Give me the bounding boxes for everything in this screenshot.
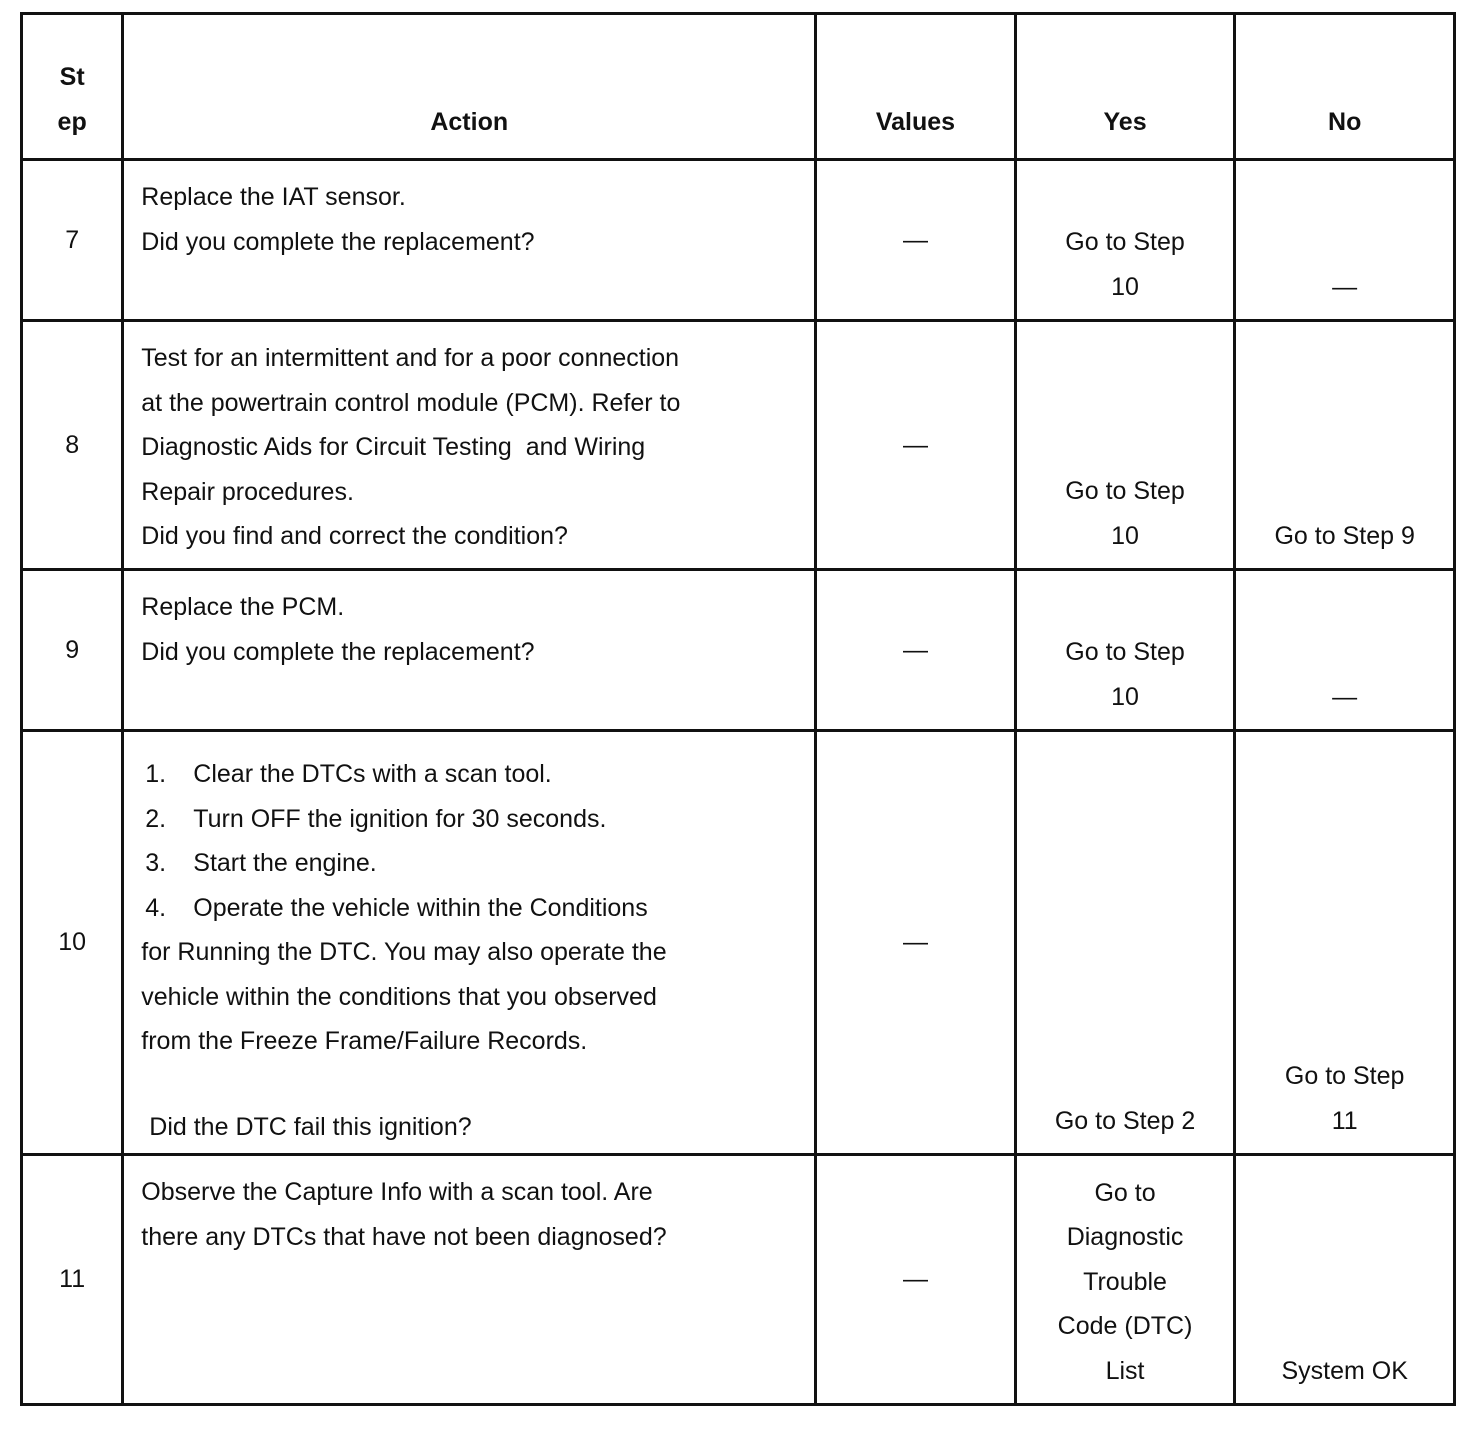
action-line: Did you complete the replacement? [141, 227, 535, 256]
action-cell [123, 1155, 816, 1405]
step-number: 8 [22, 321, 123, 570]
values-cell: — [816, 160, 1016, 321]
action-line: Did you find and correct the condition? [141, 522, 568, 550]
header-action: Action [123, 14, 816, 160]
action-cell [123, 321, 816, 570]
table-row [22, 321, 1455, 570]
action-line: from the Freeze Frame/Failure Records. [141, 1027, 588, 1055]
no-cell: Go to Step 9 [1235, 321, 1455, 570]
action-line: Replace the PCM. [141, 593, 345, 621]
action-question: Did the DTC fail this ignition? [149, 1112, 472, 1141]
header-values: Values [816, 14, 1016, 160]
action-cell [123, 731, 816, 1155]
table-row [22, 1155, 1455, 1405]
no-cell: Go to Step 11 [1235, 731, 1455, 1155]
yes-cell: Go to Step 10 [1015, 570, 1235, 731]
no-cell: — [1235, 160, 1455, 321]
no-cell: — [1235, 570, 1455, 731]
yes-cell: Go to Step 2 [1015, 731, 1235, 1155]
action-line: there any DTCs that have not been diagnosed? [141, 1222, 667, 1251]
action-line: at the powertrain control module (PCM). Refer to [141, 388, 681, 417]
values-cell: — [816, 321, 1016, 570]
table-row [22, 160, 1455, 321]
action-cell [123, 570, 816, 731]
numbered-item: 2. Turn OFF the ignition for 30 seconds. [145, 804, 607, 833]
step-number: 10 [22, 731, 123, 1155]
step-number: 9 [22, 570, 123, 731]
yes-cell: Go to Diagnostic Trouble Code (DTC) List [1015, 1155, 1235, 1405]
header-step: St ep [22, 14, 123, 160]
header-yes: Yes [1015, 14, 1235, 160]
action-line: Did you complete the replacement? [141, 637, 535, 666]
step-number: 11 [22, 1155, 123, 1405]
diagnostic-table [20, 12, 1456, 1406]
action-line: Test for an intermittent and for a poor connection [141, 344, 680, 372]
header-no: No [1235, 14, 1455, 160]
numbered-item: 3. Start the engine. [145, 849, 377, 877]
step-number: 7 [22, 160, 123, 321]
action-line: Observe the Capture Info with a scan tool. Are [141, 1178, 653, 1206]
table-row [22, 731, 1455, 1155]
action-line: Replace the IAT sensor. [141, 183, 406, 211]
diagnostic-table-container [20, 12, 1456, 1406]
yes-cell: Go to Step 10 [1015, 160, 1235, 321]
action-line: Repair procedures. [141, 477, 354, 506]
no-cell: System OK [1235, 1155, 1455, 1405]
action-line: for Running the DTC. You may also operate the [141, 938, 667, 966]
action-line: Diagnostic Aids for Circuit Testing and Wiring [141, 433, 646, 461]
table-row [22, 570, 1455, 731]
action-cell [123, 160, 816, 321]
values-cell: — [816, 1155, 1016, 1405]
numbered-item: 4. Operate the vehicle within the Conditions [145, 893, 648, 922]
table-header-row [22, 14, 1455, 160]
values-cell: — [816, 570, 1016, 731]
action-line: vehicle within the conditions that you observed [141, 982, 657, 1011]
yes-cell: Go to Step 10 [1015, 321, 1235, 570]
values-cell: — [816, 731, 1016, 1155]
numbered-item: 1. Clear the DTCs with a scan tool. [145, 760, 552, 788]
